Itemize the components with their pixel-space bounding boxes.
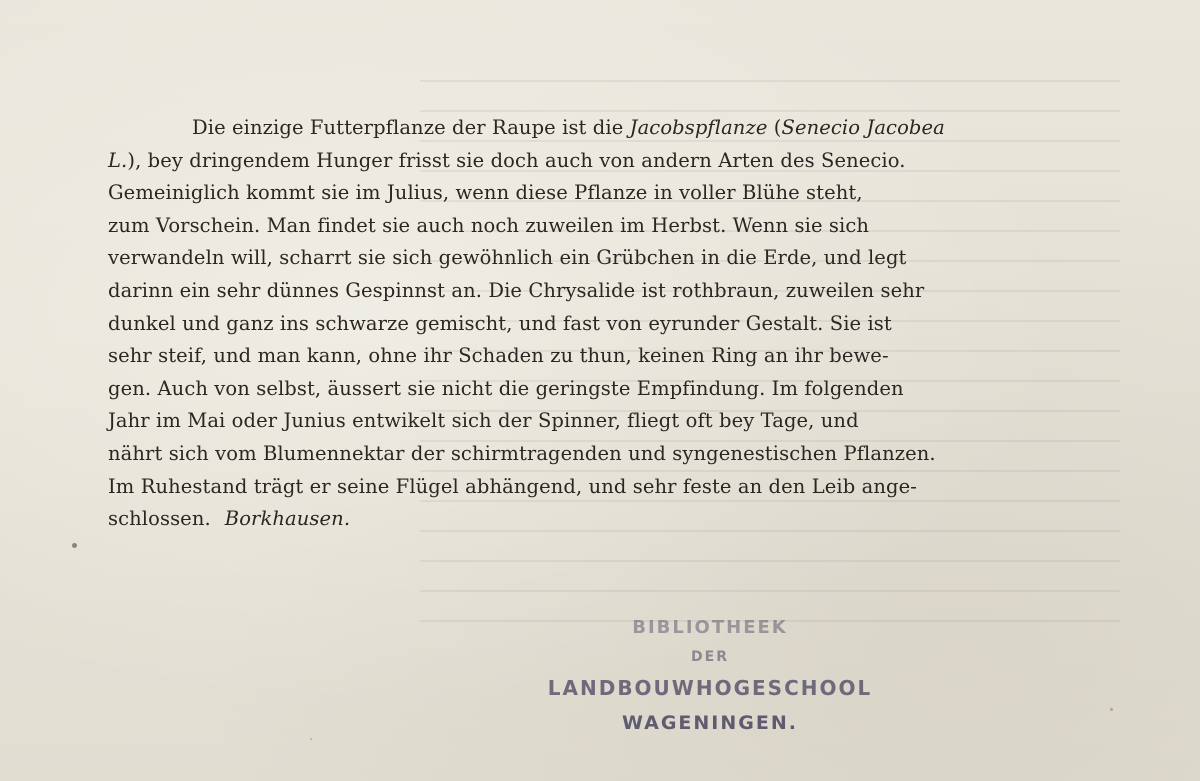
text-line xyxy=(108,340,1068,373)
text-run: sehr steif, und man kann, ohne ihr Schaden zu thun, keinen Ring an ihr bewe- xyxy=(108,344,889,368)
text-line xyxy=(108,112,1068,145)
text-line xyxy=(108,275,1068,308)
stamp-line-der: DER xyxy=(691,649,729,665)
text-run: schlossen. xyxy=(108,507,211,531)
text-run: zum Vorschein. Man findet sie auch noch zuweilen im Herbst. Wenn sie sich xyxy=(108,213,870,237)
text-line xyxy=(108,177,1068,210)
text-run: dunkel und ganz ins schwarze gemischt, und fast von eyrunder Gestalt. Sie ist xyxy=(108,311,892,335)
stamp-line-library: BIBLIOTHEEK xyxy=(632,617,788,638)
paper-speck xyxy=(72,543,77,548)
text-run: darinn ein sehr dünnes Gespinnst an. Die Chrysalide ist rothbraun, zuweilen sehr xyxy=(108,278,925,302)
text-line xyxy=(108,503,1068,536)
text-run: Gemeiniglich kommt sie im Julius, wenn diese Pflanze in voller Blühe steht, xyxy=(108,181,863,205)
paper-speck xyxy=(1110,708,1113,711)
library-stamp xyxy=(500,612,920,740)
paper-speck xyxy=(310,738,312,740)
text-run: Im Ruhestand trägt er seine Flügel abhängend, und sehr feste an den Leib ange- xyxy=(108,474,917,498)
stamp-line-institution: LANDBOUWHOGESCHOOL xyxy=(547,676,873,700)
text-line xyxy=(108,471,1068,504)
italic-term-senecio: Senecio Jacobea xyxy=(781,116,945,139)
text-run: Die einzige Futterpflanze der Raupe ist die xyxy=(192,116,630,139)
author-signature: Borkhausen. xyxy=(224,507,351,531)
italic-term-linnaeus: L. xyxy=(108,148,128,172)
text-line xyxy=(108,210,1068,243)
text-line xyxy=(108,308,1068,341)
italic-term-jacobspflanze: Jacobspflanze xyxy=(629,116,768,139)
text-run: verwandeln will, scharrt sie sich gewöhnlich ein Grübchen in die Erde, und legt xyxy=(108,246,907,270)
text-run: ( xyxy=(767,116,782,139)
text-line xyxy=(108,438,1068,471)
text-run: ), bey dringendem Hunger frisst sie doch auch von andern Arten des Senecio. xyxy=(127,148,906,172)
text-run: gen. Auch von selbst, äussert sie nicht die geringste Empfindung. Im folgenden xyxy=(108,376,904,400)
body-paragraph xyxy=(108,112,1068,536)
text-line xyxy=(108,405,1068,438)
text-line xyxy=(108,373,1068,406)
text-line xyxy=(108,145,1068,178)
text-run: nährt sich vom Blumennektar der schirmtragenden und syngenestischen Pflanzen. xyxy=(108,441,936,465)
text-run: Jahr im Mai oder Junius entwikelt sich der Spinner, fliegt oft bey Tage, und xyxy=(108,409,859,433)
text-line xyxy=(108,242,1068,275)
stamp-line-city: WAGENINGEN. xyxy=(622,712,798,734)
